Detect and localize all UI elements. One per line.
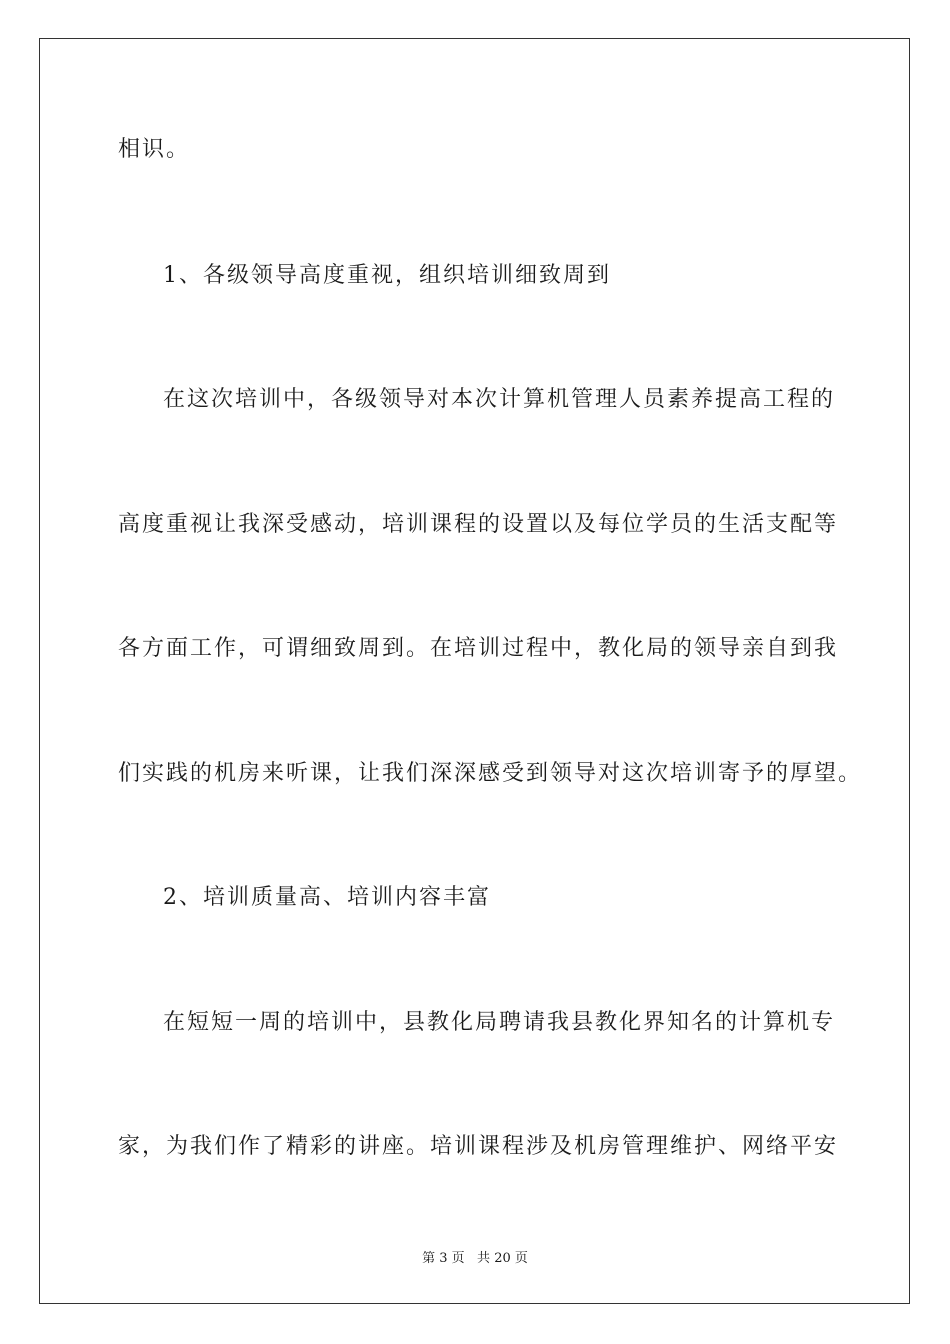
section-heading: 1、各级领导高度重视，组织培训细致周到	[163, 263, 611, 288]
text-line: 们实践的机房来听课，让我们深深感受到领导对这次培训寄予的厚望。	[118, 761, 863, 786]
text-line: 在短短一周的培训中，县教化局聘请我县教化界知名的计算机专	[163, 1010, 836, 1035]
page-number: 第 3 页 共 20 页	[422, 1251, 528, 1266]
text-line: 各方面工作，可谓细致周到。在培训过程中，教化局的领导亲自到我	[118, 636, 839, 661]
text-line: 高度重视让我深受感动，培训课程的设置以及每位学员的生活支配等	[118, 512, 839, 537]
text-line: 在这次培训中，各级领导对本次计算机管理人员素养提高工程的	[163, 387, 836, 412]
text-line: 家，为我们作了精彩的讲座。培训课程涉及机房管理维护、网络平安	[118, 1134, 839, 1159]
page-border	[39, 38, 910, 1304]
text-line: 相识。	[118, 137, 191, 162]
section-heading: 2、培训质量高、培训内容丰富	[163, 885, 491, 910]
